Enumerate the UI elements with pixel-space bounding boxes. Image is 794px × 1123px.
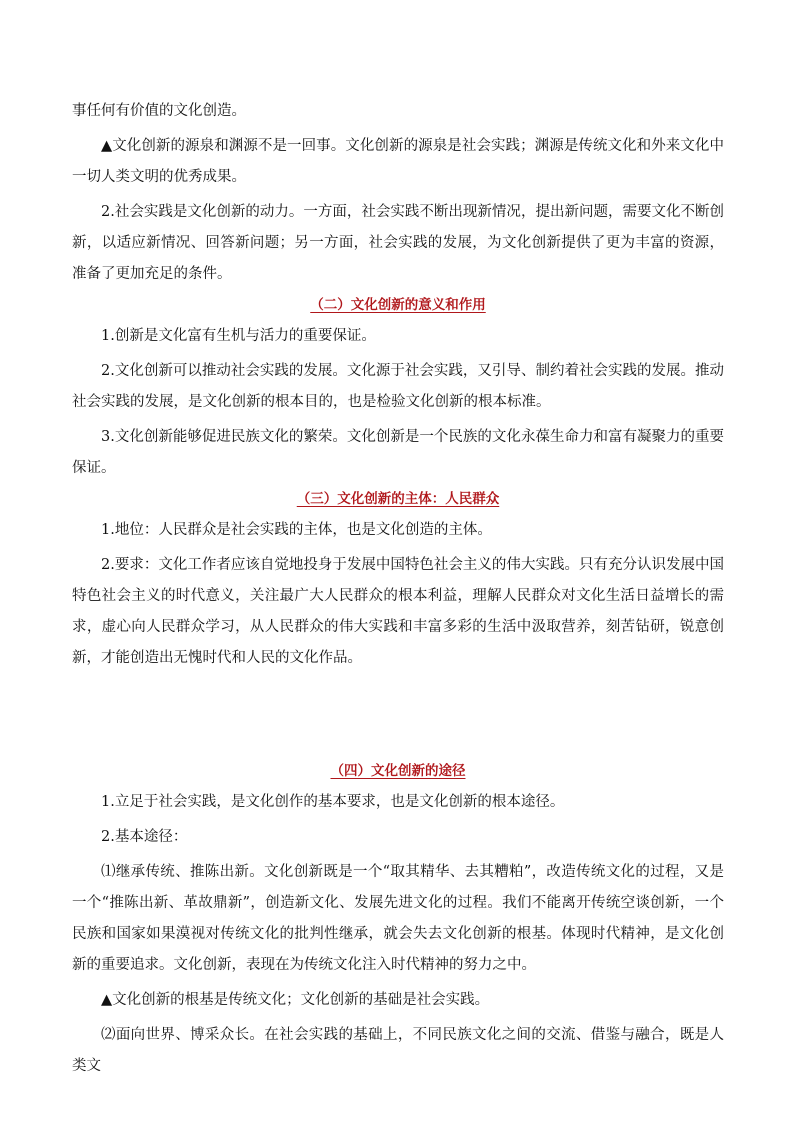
page-gap	[72, 674, 724, 756]
section3-paragraph-2: 2.要求：文化工作者应该自觉地投身于发展中国特色社会主义的伟大实践。只有充分认识发展中国特色社会主义的时代意义，关注最广大人民群众的根本利益，理解人民群众对文化生活日益增长的需求，虚心向人民群众学习，从人民群众的伟大实践和丰富多彩的生活中汲取营养，刻苦钻研，锐意创新，才能创造出无愧时代和人民的文化作品。	[72, 557, 724, 666]
section-heading-4-text: （四）文化创新的途径	[330, 763, 466, 779]
intro-note: ▲文化创新的源泉和渊源不是一回事。文化创新的源泉是社会实践；渊源是传统文化和外来文化中一切人类文明的优秀成果。	[72, 138, 724, 185]
section-heading-3-text: （三）文化创新的主体：人民群众	[296, 491, 500, 507]
section4-note: ▲文化创新的根基是传统文化；文化创新的基础是社会实践。	[101, 992, 490, 1008]
section-heading-3	[72, 484, 724, 515]
section-heading-2	[72, 290, 724, 321]
section2-paragraph-3: 3.文化创新能够促进民族文化的繁荣。文化创新是一个民族的文化永葆生命力和富有凝聚力的重要保证。	[72, 429, 724, 476]
section2-paragraph-2: 2.文化创新可以推动社会实践的发展。文化源于社会实践，又引导、制约着社会实践的发展。推动社会实践的发展，是文化创新的根本目的，也是检验文化创新的根本标准。	[72, 363, 724, 410]
section-heading-4	[72, 756, 724, 787]
section4-paragraph-3: ⑴继承传统、推陈出新。文化创新既是一个“取其精华、去其糟粕”，改造传统文化的过程，又是一个“推陈出新、革故鼎新”，创造新文化、发展先进文化的过程。我们不能离开传统空谈创新，一个民族和国家如果漠视对传统文化的批判性继承，就会失去文化创新的根基。体现时代精神，是文化创新的重要追求。文化创新，表现在为传统文化注入时代精神的努力之中。	[72, 864, 724, 973]
section4-paragraph-5: ⑵面向世界、博采众长。在社会实践的基础上，不同民族文化之间的交流、借鉴与融合，既是人类文	[72, 1027, 724, 1074]
section2-paragraph-1: 1.创新是文化富有生机与活力的重要保证。	[101, 328, 376, 344]
intro-paragraph-2: 2.社会实践是文化创新的动力。一方面，社会实践不断出现新情况，提出新问题，需要文化不断创新，以适应新情况、回答新问题；另一方面，社会实践的发展，为文化创新提供了更为丰富的资源，准备了更加充足的条件。	[72, 204, 724, 282]
section3-paragraph-1: 1.地位：人民群众是社会实践的主体，也是文化创造的主体。	[101, 522, 492, 538]
document-page	[72, 96, 724, 1082]
section4-paragraph-1: 1.立足于社会实践，是文化创作的基本要求，也是文化创新的根本途径。	[101, 794, 565, 810]
intro-continuation: 事任何有价值的文化创造。	[72, 103, 246, 119]
section4-paragraph-2: 2.基本途径：	[101, 829, 188, 845]
section-heading-2-text: （二）文化创新的意义和作用	[310, 297, 486, 313]
